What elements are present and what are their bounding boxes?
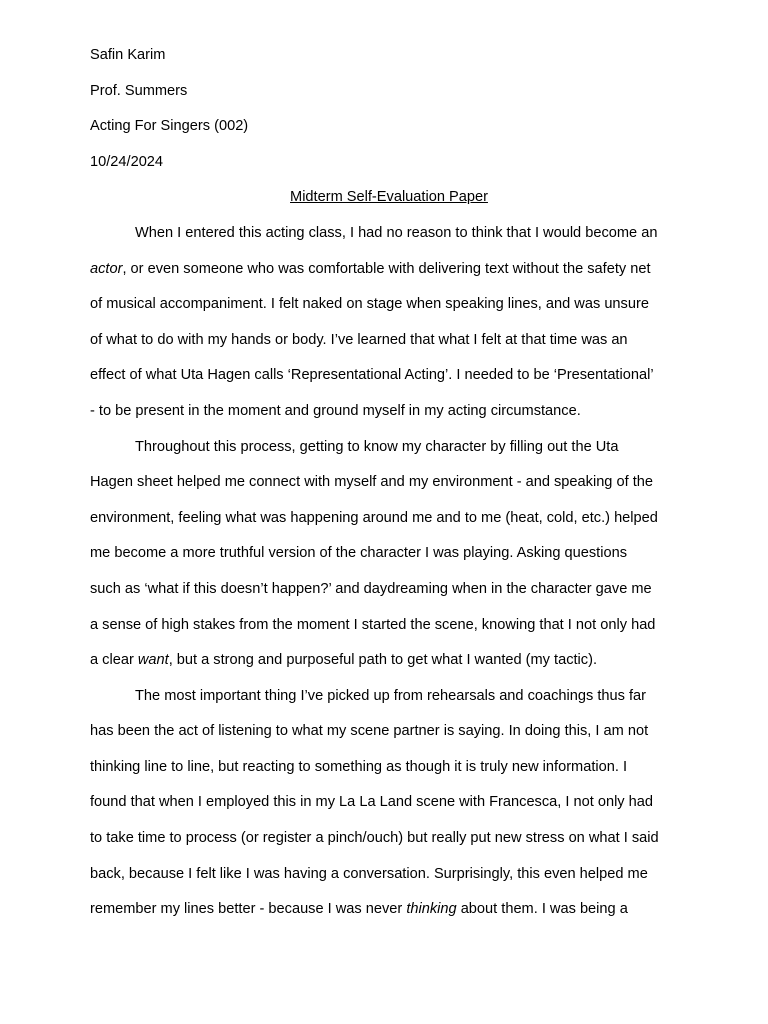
paragraph-2 — [90, 430, 688, 679]
paragraph-line: environment, feeling what was happening around me and to me (heat, cold, etc.) helped — [90, 509, 658, 526]
paragraph-line: of what to do with my hands or body. I’ve learned that what I felt at that time was an — [90, 331, 628, 348]
italic-word: thinking — [406, 901, 457, 918]
paragraph-line: back, because I felt like I was having a conversation. Surprisingly, this even helped me — [90, 865, 648, 882]
paragraph-line: Hagen sheet helped me connect with myself and my environment - and speaking of the — [90, 474, 653, 491]
paragraph-line: me become a more truthful version of the character I was playing. Asking questions — [90, 545, 627, 562]
paragraph-line: a clear want, but a strong and purposeful path to get what I wanted (my tactic). — [90, 652, 598, 669]
course-name: Acting For Singers (002) — [90, 118, 249, 135]
paragraph-line: - to be present in the moment and ground myself in my acting circumstance. — [90, 402, 581, 419]
paragraph-line: has been the act of listening to what my scene partner is saying. In doing this, I am not — [90, 723, 649, 740]
paragraph-line: a sense of high stakes from the moment I started the scene, knowing that I not only had — [90, 616, 656, 633]
paragraph-line: Throughout this process, getting to know my character by filling out the Uta — [135, 438, 619, 455]
italic-word: want — [137, 652, 169, 669]
paper-date: 10/24/2024 — [90, 153, 164, 170]
paragraph-line: effect of what Uta Hagen calls ‘Representational Acting’. I needed to be ‘Presentational’ — [90, 367, 654, 384]
italic-word: actor — [90, 260, 123, 277]
paragraph-line: to take time to process (or register a pinch/ouch) but really put new stress on what I said — [90, 830, 659, 847]
paper-title: Midterm Self-Evaluation Paper — [290, 189, 488, 206]
paragraph-line: thinking line to line, but reacting to something as though it is truly new information. I — [90, 758, 628, 775]
paragraph-line: such as ‘what if this doesn’t happen?’ and daydreaming when in the character gave me — [90, 580, 652, 597]
paragraph-line: When I entered this acting class, I had no reason to think that I would become an — [135, 224, 658, 241]
document-body — [90, 38, 688, 928]
author-name: Safin Karim — [90, 47, 166, 63]
professor-name: Prof. Summers — [90, 82, 188, 99]
paragraph-line: actor, or even someone who was comfortable with delivering text without the safety net — [90, 260, 651, 277]
paragraph-line: of musical accompaniment. I felt naked on stage when speaking lines, and was unsure — [90, 296, 649, 313]
paragraph-3 — [90, 679, 688, 928]
paragraph-line: found that when I employed this in my La La Land scene with Francesca, I not only had — [90, 794, 654, 811]
paragraph-1 — [90, 216, 688, 430]
paragraph-line: remember my lines better - because I was never thinking about them. I was being a — [90, 901, 628, 918]
paragraph-line: The most important thing I’ve picked up from rehearsals and coachings thus far — [135, 687, 647, 704]
